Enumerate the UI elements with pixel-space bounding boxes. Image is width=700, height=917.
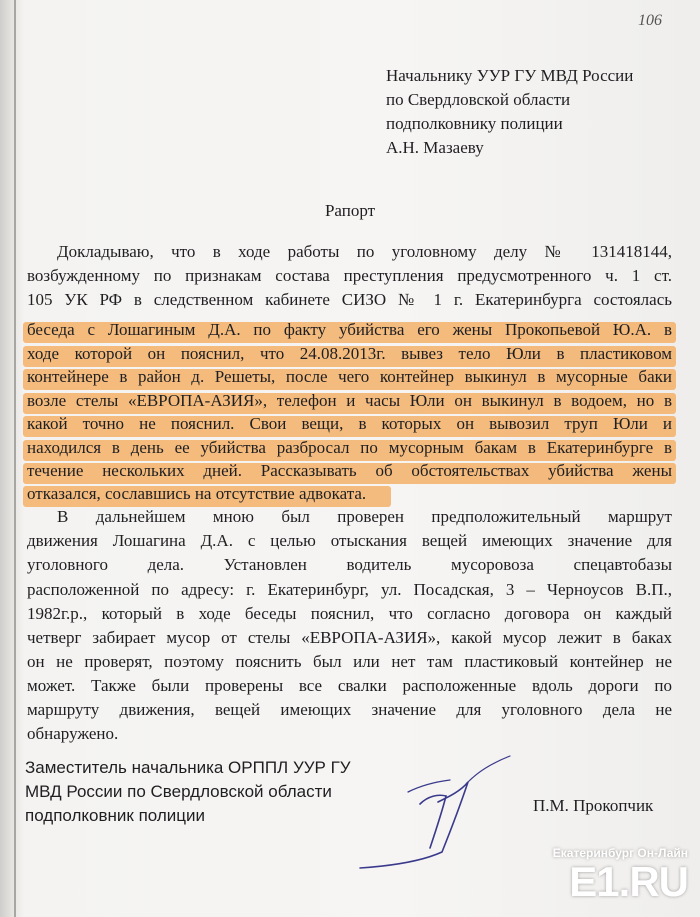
body-line: беседа с Лошагиным Д.А. по факту убийства его жены Прокопьевой Ю.А. в xyxy=(27,320,672,339)
body-line: 1982г.р., который в ходе беседы пояснил, что согласно договора он каждый xyxy=(27,604,672,623)
body-line: уголовного дела. Установлен водитель мусоровоза спецавтобазы xyxy=(27,555,672,574)
body-line: расположенной по адресу: г. Екатеринбург, ул. Посадская, 3 – Черноусов В.П., xyxy=(27,580,672,599)
body-line: маршруту движения, вещей имеющих значение для уголовного дела не xyxy=(27,700,672,719)
signature-block-line: Заместитель начальника ОРППЛ УУР ГУ xyxy=(25,758,351,777)
addressee-line: по Свердловской области xyxy=(386,90,571,109)
body-line: возле стелы «ЕВРОПА-АЗИЯ», телефон и часы Юли он выкинул в водоем, но в xyxy=(27,391,672,410)
document-title: Рапорт xyxy=(324,201,376,220)
watermark-logo: E1.RU xyxy=(569,858,688,905)
signer-name: П.М. Прокопчик xyxy=(533,796,654,815)
body-line: отказался, сославшись на отсутствие адвоката. xyxy=(27,484,367,503)
signature-block-line: МВД России по Свердловской области xyxy=(25,782,332,801)
addressee-block xyxy=(386,64,633,160)
body-line: движения Лошагина Д.А. с целью отыскания вещей имеющих значение для xyxy=(27,531,672,550)
watermark-city: Екатеринбург Он-Лайн xyxy=(552,846,688,860)
signature-block-line: подполковник полиции xyxy=(25,806,206,825)
binding-edge xyxy=(14,0,16,917)
body-line: Докладываю, что в ходе работы по уголовному делу № 131418144, xyxy=(57,242,672,261)
body-line: обнаружено. xyxy=(27,724,119,743)
body-line: В дальнейшем мною был проверен предположительный маршрут xyxy=(57,507,672,526)
body-line: может. Также были проверены все свалки расположенные вдоль дороги по xyxy=(27,676,672,695)
body-line: какой точно не пояснил. Свои вещи, в которых он вывозил труп Юли и xyxy=(27,414,672,433)
body-line: ходе которой он пояснил, что 24.08.2013г. вывез тело Юли в пластиковом xyxy=(27,344,672,363)
addressee-line: А.Н. Мазаеву xyxy=(386,138,484,157)
body-line: возбужденному по признакам состава преступления предусмотренного ч. 1 ст. xyxy=(27,266,672,285)
body-line: четверг забирает мусор от стелы «ЕВРОПА-АЗИЯ», какой мусор лежит в баках xyxy=(27,628,672,647)
e1-watermark xyxy=(484,846,694,910)
addressee-line: подполковнику полиции xyxy=(386,114,563,133)
page-number: 106 xyxy=(638,12,662,29)
signature-block xyxy=(25,756,351,828)
body-line: течение нескольких дней. Рассказывать об обстоятельствах убийства жены xyxy=(27,461,672,480)
body-line: находился в день ее убийства разбросал по мусорным бакам в Екатеринбурге в xyxy=(27,438,672,457)
body-line: 105 УК РФ в следственном кабинете СИЗО № 1 г. Екатеринбурга состоялась xyxy=(27,290,672,309)
body-line: он не проверят, поэтому пояснить был или нет там пластиковый контейнер не xyxy=(27,652,672,671)
addressee-line: Начальнику УУР ГУ МВД России xyxy=(386,66,634,85)
body-line: контейнере в район д. Решеты, после чего контейнер выкинул в мусорные баки xyxy=(27,367,672,386)
